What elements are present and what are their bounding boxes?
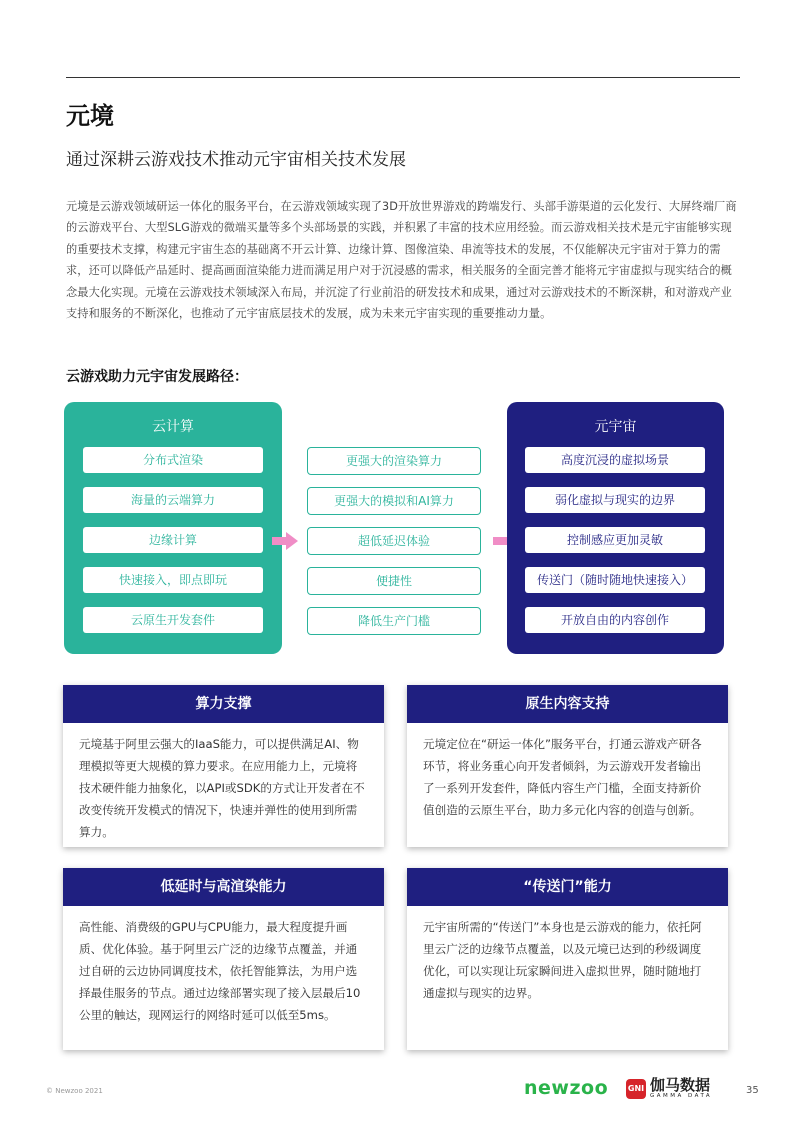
header-rule <box>66 77 740 78</box>
cloud-item: 海量的云端算力 <box>83 487 263 513</box>
cloud-item: 分布式渲染 <box>83 447 263 473</box>
card-title: 算力支撑 <box>63 685 384 723</box>
metaverse-item: 传送门（随时随地快速接入） <box>525 567 705 593</box>
page-number: 35 <box>746 1085 759 1096</box>
card-title: 原生内容支持 <box>407 685 728 723</box>
metaverse-item: 弱化虚拟与现实的边界 <box>525 487 705 513</box>
metaverse-item: 控制感应更加灵敏 <box>525 527 705 553</box>
low-latency-card <box>63 868 384 1050</box>
page-subtitle: 通过深耕云游戏技术推动元宇宙相关技术发展 <box>66 150 406 170</box>
intro-paragraph: 元境是云游戏领域研运一体化的服务平台，在云游戏领域实现了3D开放世界游戏的跨端发行、头部手游渠道的云化发行、大屏终端厂商的云游戏平台、大型SLG游戏的微端买量等多个头部场景的实践，并积累了丰富的技术应用经验。而云游戏相关技术是元宇宙能够实现的重要技术支撑，构建元宇宙生态的基础离不开云计算、边缘计算、图像渲染、串流等技术的发展，不仅能解决元宇宙对于算力的需求，还可以降低产品延时、提高画面渲染能力进而满足用户对于沉浸感的需求，相关服务的全面完善才能将元宇宙虚拟与现实结合的概念最大化实现。元境在云游戏技术领域深入布局，并沉淀了行业前沿的研发技术和成果，通过对云游戏技术的不断深耕，和对游戏产业支持和服务的不断深化，也推动了元宇宙底层技术的发展，成为未来元宇宙实现的重要推动力量。 <box>66 200 737 321</box>
card-title: 低延时与高渲染能力 <box>63 868 384 906</box>
cloud-computing-title: 云计算 <box>152 419 194 435</box>
cloud-item: 快速接入，即点即玩 <box>83 567 263 593</box>
compute-support-card <box>63 685 384 847</box>
cloud-item: 云原生开发套件 <box>83 607 263 633</box>
arrow-right-icon <box>272 532 298 550</box>
card-body: 元宇宙所需的“传送门”本身也是云游戏的能力，依托阿里云广泛的边缘节点覆盖，以及元境已达到的秒级调度优化，可以实现让玩家瞬间进入虚拟世界，随时随地打通虚拟与现实的边界。 <box>423 920 702 1000</box>
card-body: 元境基于阿里云强大的IaaS能力，可以提供满足AI、物理模拟等更大规模的算力要求。在应用能力上，元境将技术硬件能力抽象化，以API或SDK的方式让开发者在不改变传统开发模式的情况下，快速并弹性的使用到所需算力。 <box>79 737 365 839</box>
portal-card <box>407 868 728 1050</box>
card-body: 元境定位在“研运一体化”服务平台，打通云游戏产研各环节，将业务重心向开发者倾斜，为云游戏开发者输出了一系列开发套件，降低内容生产门槛，全面支持新价值创造的云原生平台，助力多元化内容的创造与创新。 <box>423 737 702 817</box>
native-content-card <box>407 685 728 847</box>
benefit-item: 更强大的模拟和AI算力 <box>307 487 481 515</box>
newzoo-logo: newzoo <box>524 1077 609 1099</box>
metaverse-item: 开放自由的内容创作 <box>525 607 705 633</box>
benefit-item: 超低延迟体验 <box>307 527 481 555</box>
benefit-item: 便捷性 <box>307 567 481 595</box>
metaverse-item: 高度沉浸的虚拟场景 <box>525 447 705 473</box>
cloud-item: 边缘计算 <box>83 527 263 553</box>
gamma-mark-icon: GNI <box>626 1079 646 1099</box>
gamma-data-logo <box>626 1078 712 1099</box>
benefit-item: 降低生产门槛 <box>307 607 481 635</box>
card-title: “传送门”能力 <box>407 868 728 906</box>
path-section-title: 云游戏助力元宇宙发展路径： <box>66 369 248 385</box>
benefit-item: 更强大的渲染算力 <box>307 447 481 475</box>
metaverse-title: 元宇宙 <box>594 419 637 435</box>
page-title: 元境 <box>66 102 114 130</box>
gamma-logo-en: GAMMA DATA <box>650 1093 713 1099</box>
card-body: 高性能、消费级的GPU与CPU能力，最大程度提升画质、优化体验。基于阿里云广泛的边缘节点覆盖，并通过自研的云边协同调度技术，依托智能算法，为用户选择最佳服务的节点。通过边缘部署实现了接入层最后10公里的触达，现网运行的网络时延可以低至5ms。 <box>79 920 361 1022</box>
gamma-logo-cn: 伽马数据 <box>650 1076 711 1094</box>
cloud-computing-panel <box>64 402 282 654</box>
copyright: © Newzoo 2021 <box>46 1087 103 1095</box>
metaverse-panel <box>507 402 724 654</box>
